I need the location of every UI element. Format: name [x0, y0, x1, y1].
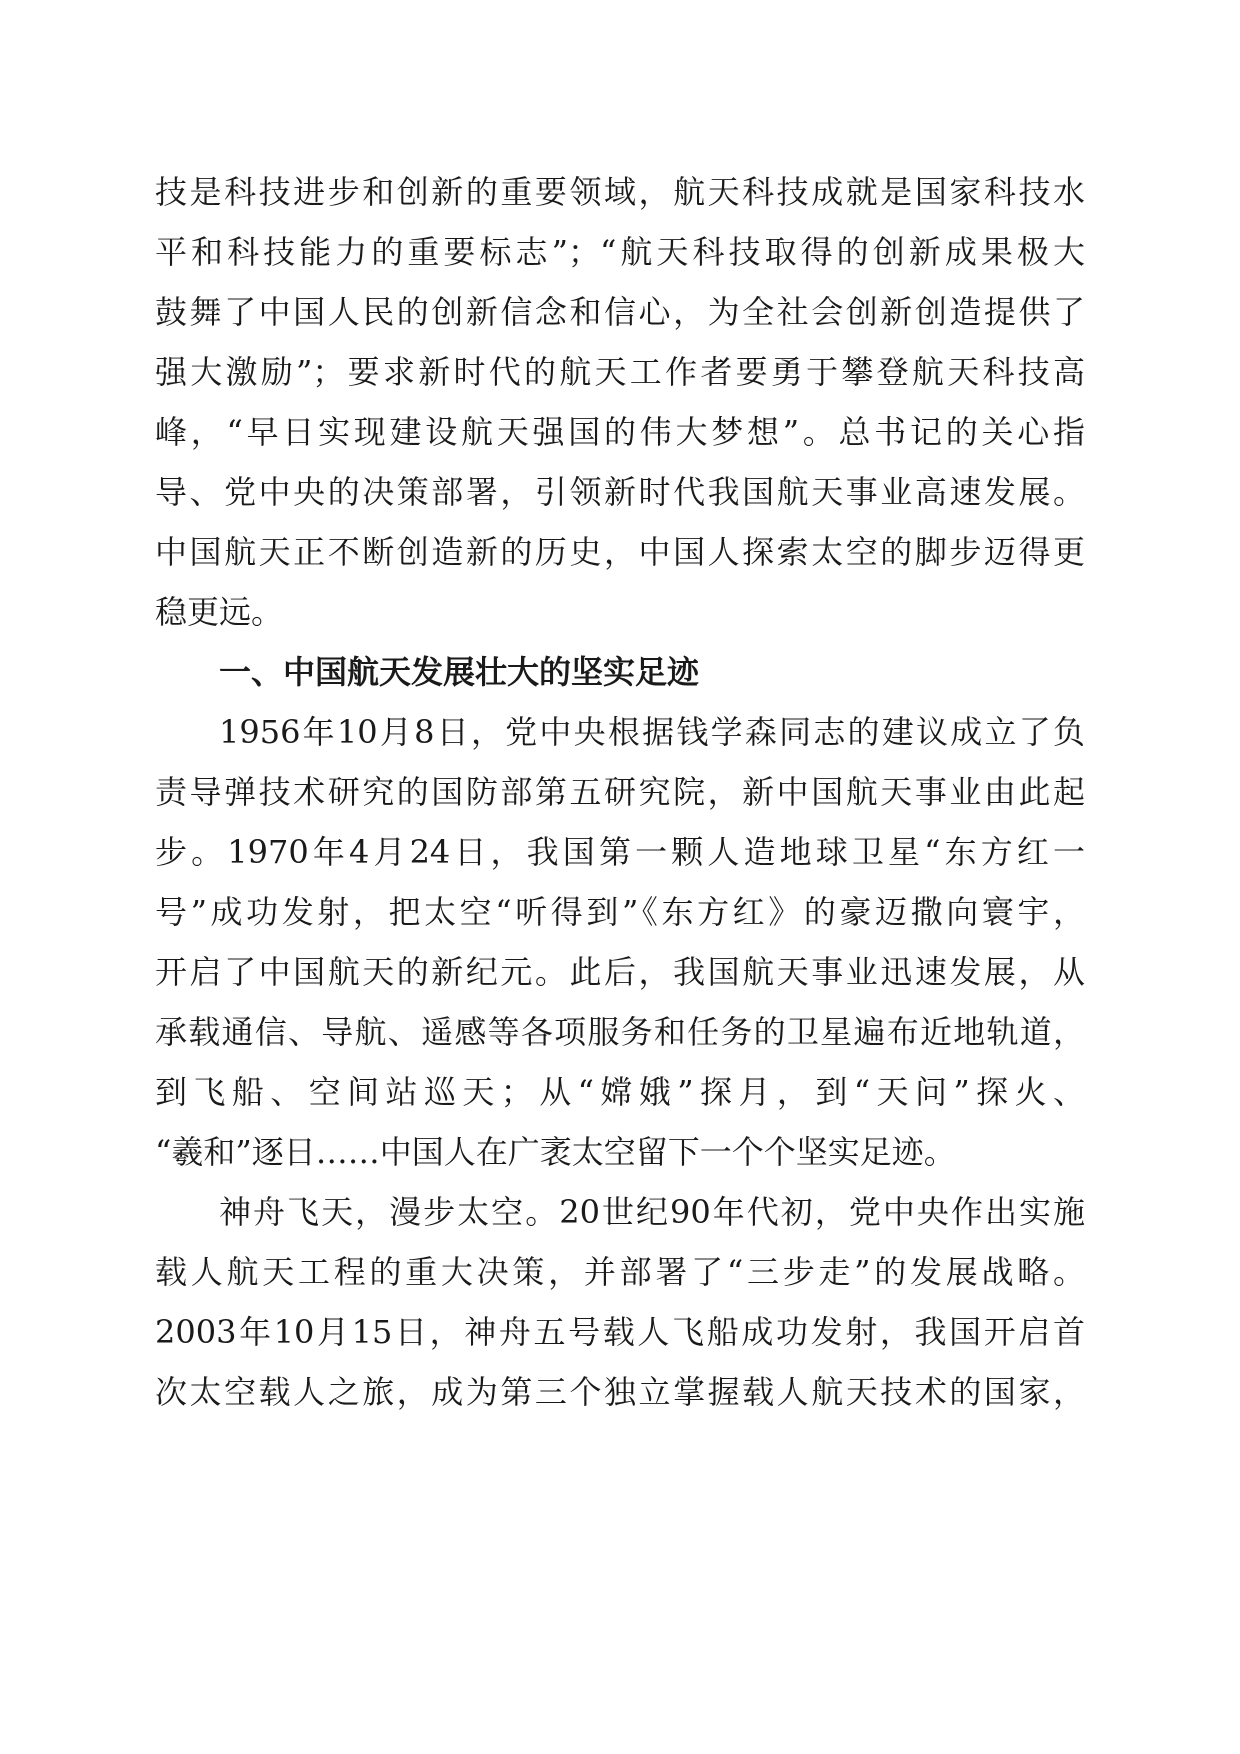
text-line: 责导弹技术研究的国防部第五研究院，新中国航天事业由此起: [155, 773, 1085, 811]
text-line: 载人航天工程的重大决策，并部署了“三步走”的发展战略。: [155, 1253, 1085, 1291]
text-line: 承载通信、导航、遥感等各项服务和任务的卫星遍布近地轨道，: [155, 1013, 1085, 1051]
text-line: 到飞船、空间站巡天；从“嫦娥”探月，到“天问”探火、: [155, 1073, 1085, 1111]
text-line: “羲和”逐日……中国人在广袤太空留下一个个坚实足迹。: [155, 1133, 956, 1171]
text-line: 强大激励”；要求新时代的航天工作者要勇于攀登航天科技高: [155, 353, 1085, 391]
text-line: 号”成功发射，把太空“听得到”《东方红》的豪迈撒向寰宇，: [155, 893, 1085, 931]
text-line: 中国航天正不断创造新的历史，中国人探索太空的脚步迈得更: [155, 533, 1085, 571]
paragraph-first-line: 1956年10月8日，党中央根据钱学森同志的建议成立了负: [219, 713, 1085, 751]
paragraph-first-line: 神舟飞天，漫步太空。20世纪90年代初，党中央作出实施: [219, 1193, 1085, 1231]
text-line: 平和科技能力的重要标志”；“航天科技取得的创新成果极大: [155, 233, 1085, 271]
text-line: 步。1970年4月24日，我国第一颗人造地球卫星“东方红一: [155, 833, 1085, 871]
section-heading: 一、中国航天发展壮大的坚实足迹: [219, 653, 700, 691]
text-line: 峰，“早日实现建设航天强国的伟大梦想”。总书记的关心指: [155, 413, 1085, 451]
text-line: 2003年10月15日，神舟五号载人飞船成功发射，我国开启首: [155, 1313, 1085, 1351]
text-line: 鼓舞了中国人民的创新信念和信心，为全社会创新创造提供了: [155, 293, 1085, 331]
text-line: 技是科技进步和创新的重要领域，航天科技成就是国家科技水: [155, 173, 1085, 211]
text-line: 稳更远。: [155, 593, 284, 631]
text-line: 次太空载人之旅，成为第三个独立掌握载人航天技术的国家，: [155, 1373, 1085, 1411]
text-line: 开启了中国航天的新纪元。此后，我国航天事业迅速发展，从: [155, 953, 1085, 991]
text-line: 导、党中央的决策部署，引领新时代我国航天事业高速发展。: [155, 473, 1085, 511]
